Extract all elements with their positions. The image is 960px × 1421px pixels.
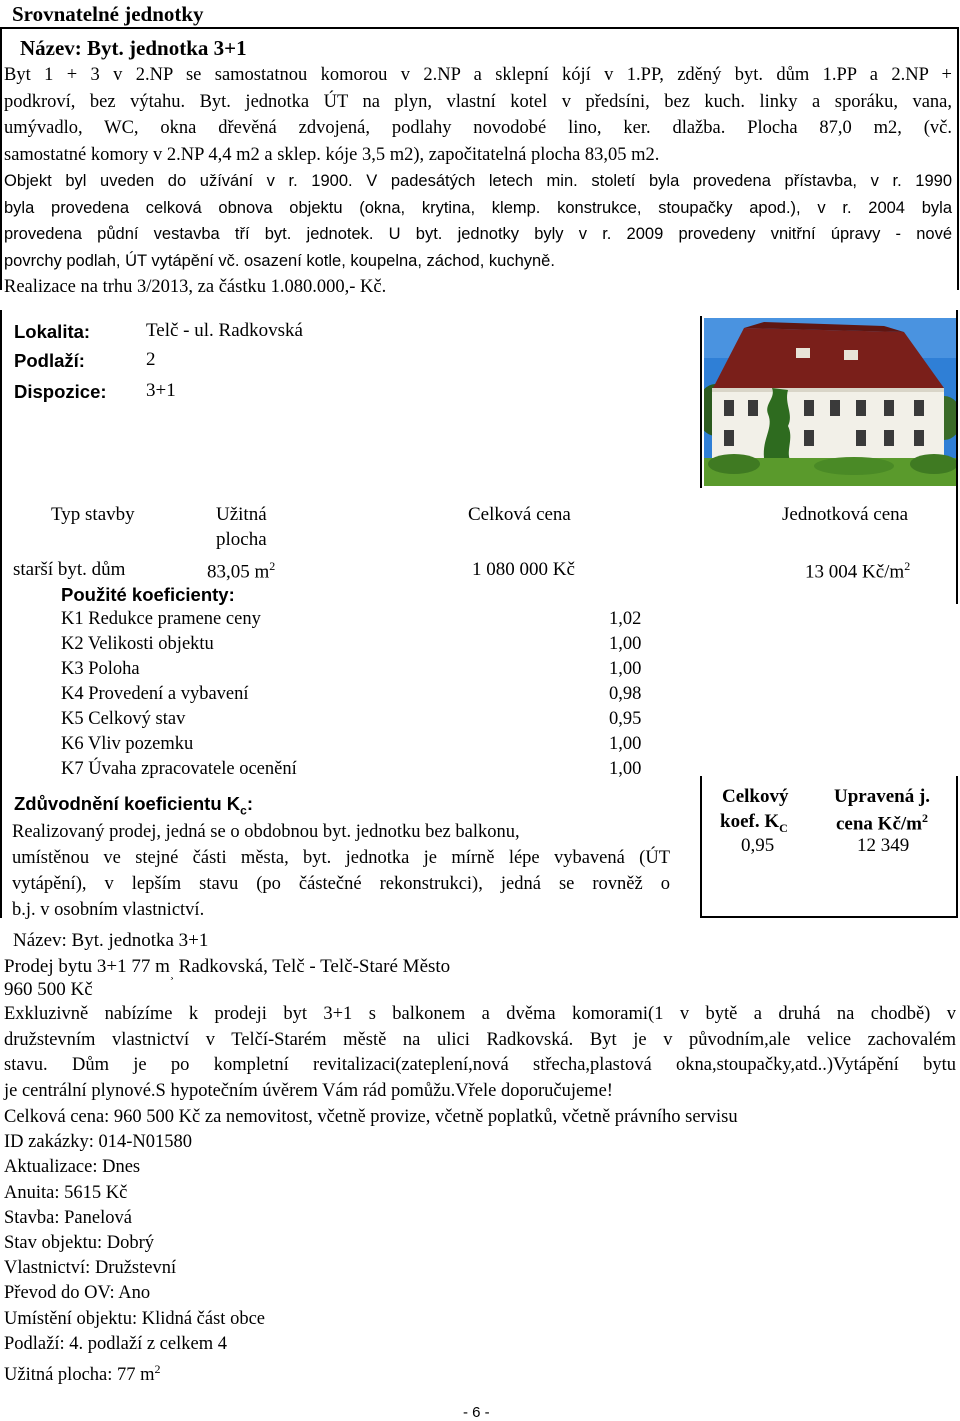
header-jednotkova-cena: Jednotková cena (782, 504, 909, 525)
unit1-description (4, 62, 952, 301)
row-typ: starší byt. dům (13, 559, 126, 580)
unit1-name: Název: Byt. jednotka 3+1 (20, 36, 247, 60)
koef-label: K6 Vliv pozemku (61, 734, 194, 754)
right-border (956, 310, 958, 604)
zduvodneni-line: b.j. v osobním vlastnictví. (12, 900, 205, 920)
row-jednotkova (805, 559, 910, 583)
desc-line: povrchy podlah, ÚT vytápění vč. osazení kotle, koupelna, záchod, kuchyně. (4, 251, 555, 270)
koef-label: K7 Úvaha zpracovatele ocenění (61, 759, 297, 779)
inner-border-lower (700, 776, 702, 918)
celkovy-koef-label-2 (720, 811, 788, 836)
koef-label: K1 Redukce pramene ceny (61, 609, 261, 629)
page-number: - 6 - (463, 1404, 490, 1421)
unit2-details (4, 1105, 738, 1388)
koef-value: 1,00 (609, 634, 642, 654)
zduvodneni-text (12, 819, 670, 923)
desc-line: byla provedena celková obnova objektu (okna, krytina, klemp. konstrukce, stoupačky apod.), v r. 2004 byla (4, 198, 952, 217)
upravena-label-2 (836, 811, 928, 835)
header-plocha: plocha (216, 529, 267, 550)
detail-line: Anuita: 5615 Kč (4, 1182, 128, 1203)
koef-label: K3 Poloha (61, 659, 140, 679)
upravena-label-2-text: cena Kč/m (836, 813, 923, 835)
detail-line: ID zakázky: 014-N01580 (4, 1132, 193, 1153)
desc-line: podkroví, bez výtahu. Byt. jednotka ÚT na plyn, vlastní kotel v předsíni, bez kuch. linky a sporáku, vana, (4, 91, 952, 112)
unit2-price: 960 500 Kč (4, 979, 93, 1000)
upravena-label-1: Upravená j. (834, 786, 931, 807)
detail-line: Vlastnictví: Družstevní (4, 1258, 177, 1279)
celkovy-koef-value: 0,95 (741, 835, 775, 856)
desc-line: samostatné komory v 2.NP 4,4 m2 a sklep. kóje 3,5 m2), započitatelná plocha 83,05 m2. (4, 144, 660, 165)
unit2-name: Název: Byt. jednotka 3+1 (13, 930, 209, 951)
section-title: Srovnatelné jednotky (12, 2, 204, 26)
zduvodneni-title-text: Zdůvodnění koeficientu K (14, 793, 241, 814)
desc-line: Byt 1 + 3 v 2.NP se samostatnou komorou v 2.NP a sklepní kójí v 1.PP, zděný byt. dům 1.PP a 2.NP + (4, 65, 952, 85)
para-line: stavu. Dům je po kompletní revitalizaci(zateplení,nová střecha,plastová okna,stoupačky,atd..)Vytápění bytu (4, 1055, 956, 1075)
left-border (0, 310, 2, 918)
row-plocha-sup: 2 (269, 559, 276, 573)
koef-value: 1,00 (609, 659, 642, 679)
koef-title: Použité koeficienty: (61, 584, 235, 605)
detail-line: Umístění objektu: Klidná část obce (4, 1308, 265, 1329)
row-plocha-value: 83,05 m (207, 561, 270, 583)
uzitna-plocha-text: Užitná plocha: 77 m (4, 1365, 155, 1386)
header-typ-stavby: Typ stavby (51, 504, 135, 525)
celkovy-koef-label-2-text: koef. K (720, 811, 780, 832)
dispozice-value: 3+1 (146, 380, 176, 401)
detail-line: Podlaží: 4. podlaží z celkem 4 (4, 1333, 227, 1354)
koef-value: 1,00 (609, 734, 642, 754)
detail-line-plocha (4, 1357, 738, 1388)
desc-line: umývadlo, WC, okna dřevěná zdvojená, podlahy novodobé lino, ker. dlažba. Plocha 87,0 m2, (vč. (4, 118, 952, 138)
zduvodneni-line: umístěnou ve stejné části města, byt. jednotka je mírně lépe vybavená (ÚT (12, 848, 670, 868)
zduvodneni-line: vytápění), v lepším stavu (po částečné rekonstrukci), jedná se rovněž o (12, 874, 670, 894)
inner-border (700, 316, 702, 488)
celkovy-koef-label-1: Celkový (722, 786, 789, 807)
upravena-sup: 2 (922, 811, 929, 825)
row-cena: 1 080 000 Kč (472, 559, 575, 580)
podlazi-label: Podlaží: (14, 350, 85, 371)
unit2-headline-text: Prodej bytu 3+1 77 m (4, 956, 170, 977)
building-illustration (704, 318, 956, 486)
desc-line: provedena půdní vestavba tří byt. jednotek. U byt. jednotky byly v r. 2009 provedeny vnitřní úpravy - nové (4, 225, 952, 243)
row-plocha (207, 559, 275, 583)
koef-value: 1,00 (609, 759, 642, 779)
building-photo (704, 318, 956, 486)
koef-label: K5 Celkový stav (61, 709, 186, 729)
zduvodneni-line: Realizovaný prodej, jedná se o obdobnou byt. jednotku bez balkonu, (12, 822, 520, 842)
koef-value: 0,98 (609, 684, 642, 704)
celkovy-koef-sub: C (779, 820, 788, 835)
desc-line: Realizace na trhu 3/2013, za částku 1.080.000,- Kč. (4, 277, 387, 297)
zduvodneni-title (14, 793, 253, 818)
dispozice-label: Dispozice: (14, 381, 107, 402)
lokalita-label: Lokalita: (14, 321, 91, 342)
lokalita-value: Telč - ul. Radkovská (146, 320, 303, 341)
bottom-border (700, 916, 958, 918)
headline-mark: ¸ (169, 965, 174, 980)
para-line: družstevním vlastnictví v Telčí-Starém městě na ulici Radkovská. Byt je v původním,ale velice zachovalém (4, 1029, 956, 1050)
podlazi-value: 2 (146, 349, 156, 370)
upravena-value: 12 349 (857, 835, 910, 856)
unit2-description (4, 1002, 956, 1104)
header-uzitna: Užitná (216, 504, 267, 525)
header-celkova-cena: Celková cena (468, 504, 571, 525)
para-line: Exkluzivně nabízíme k prodeji byt 3+1 s balkonem a dvěma komorami(1 v bytě a druhá na chodbě) v (4, 1004, 956, 1024)
koef-label: K4 Provedení a vybavení (61, 684, 249, 704)
detail-line: Převod do OV: Ano (4, 1283, 151, 1304)
detail-line: Stavba: Panelová (4, 1207, 132, 1228)
koef-value: 0,95 (609, 709, 642, 729)
zduvodneni-title-sub: c (240, 803, 247, 818)
zduvodneni-title-colon: : (246, 793, 253, 814)
row-jednotkova-value: 13 004 Kč/m (805, 561, 905, 583)
detail-line: Stav objektu: Dobrý (4, 1233, 155, 1254)
koef-label: K2 Velikosti objektu (61, 634, 214, 654)
unit2-headline-rest: Radkovská, Telč - Telč-Staré Město (173, 956, 451, 977)
uzitna-plocha-sup: 2 (154, 1362, 161, 1377)
unit2-headline (4, 956, 450, 981)
row-jednotkova-sup: 2 (904, 559, 911, 573)
right-border-lower (956, 776, 958, 918)
detail-line: Aktualizace: Dnes (4, 1157, 141, 1178)
para-line: je centrální plynové.S hypotečním úvěrem Vám rád pomůžu.Vřele doporučujeme! (4, 1080, 613, 1101)
koef-value: 1,02 (609, 609, 642, 629)
detail-line: Celková cena: 960 500 Kč za nemovitost, včetně provize, včetně poplatků, včetně právního servisu (4, 1107, 738, 1127)
desc-line: Objekt byl uveden do užívání v r. 1900. V padesátých letech min. století byla provedena přístavba, v r. 1990 (4, 172, 952, 190)
